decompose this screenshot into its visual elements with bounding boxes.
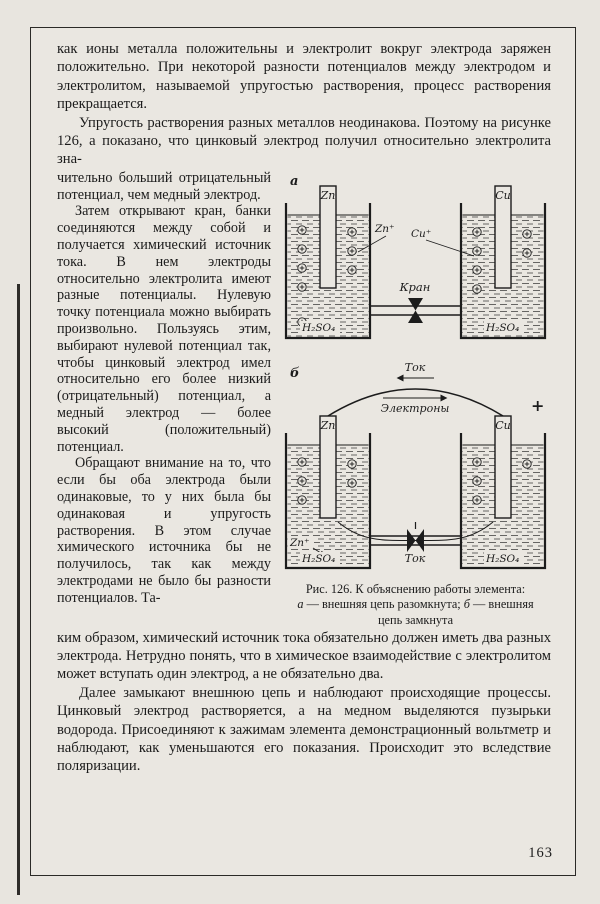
zinc-electrode-label: Zn [320, 418, 336, 432]
plus-terminal-sign: + [531, 395, 545, 415]
page-number: 163 [528, 845, 553, 861]
acid-label: H₂SO₄ [486, 321, 520, 334]
tap-valve-icon [408, 298, 423, 323]
figure-column [280, 170, 551, 629]
paragraph: Затем открывают кран, банки соединяются между собой и получается химический источник тока. В нем электроды относительно электролита имеют разные потенциалы. Нулевую точку потенциала можно выбирать произвольно. Пользуясь этим, выбирают нулевой потенциал так, чтобы цинковый электрод имел относительно его более низкий (отрицательный) потенциал, а медный электрод — более высокий (положительный) потенциал. [57, 203, 271, 455]
zinc-ion-label: Zn⁺ [375, 222, 395, 235]
figure-caption-title: Рис. 126. К объяснению работы элемента: [305, 581, 526, 596]
caption-a-text: — внешняя цепь разомкнута; [303, 597, 464, 612]
paragraph: Далее замыкают внешнюю цепь и наблюдают происходящие процессы. Цинковый электрод растворяется, а на медном выделяются пузырьки водорода. Присоединяют к зажимам элемента демонстрационный вольтметр и наблюдают, как уменьшаются его показания. Происходит это вследствие поляризации. [57, 684, 551, 775]
copper-ion-label: Cu⁺ [411, 227, 432, 240]
current-label-bottom: Ток [404, 551, 426, 565]
diagram-a [286, 174, 545, 338]
zinc-electrode-b [320, 416, 336, 518]
paragraph: Обращают внимание на то, что если бы оба электрода были одинаковые, то у них была бы одинаковая и упругость растворения. В этом случае химического источника бы не получилось, так как между электродами не было бы разности потенциалов. Та- [57, 455, 271, 606]
copper-electrode-label: Cu [495, 418, 511, 432]
zinc-electrode-label: Zn [320, 188, 336, 202]
copper-electrode-b [495, 416, 511, 518]
text-figure-section [57, 170, 551, 629]
acid-label: H₂SO₄ [486, 552, 520, 565]
book-spine-shadow [17, 284, 20, 895]
diagram-b [286, 361, 545, 568]
diagram-b-label: б [290, 365, 300, 381]
acid-label: H₂SO₄ [302, 321, 336, 334]
left-text-column [57, 170, 271, 629]
paragraph: чительно больший отрицательный потенциал, чем медный электрод. [57, 169, 271, 203]
diagram-a-label: а [290, 173, 299, 189]
paragraph: Упругость растворения разных металлов неодинакова. Поэтому на рисунке 126, а показано, что цинковый электрод получил относительно электролита зна- [57, 114, 551, 168]
page-content [57, 40, 551, 776]
zinc-electrode-a [320, 186, 336, 288]
page-border-frame [30, 27, 576, 876]
copper-electrode-label: Cu [495, 188, 511, 202]
paragraph: как ионы металла положительны и электролит вокруг электрода заряжен положительно. При некоторой разности потенциалов между электродом и электролитом, называемой упругостью растворения, процесс растворения прекращается. [57, 41, 551, 113]
tap-label: Кран [399, 279, 431, 294]
caption-a-label: а [297, 597, 304, 612]
zinc-ion-label: Zn⁺ [290, 536, 310, 549]
current-label-top: Ток [404, 360, 426, 374]
acid-label: H₂SO₄ [302, 552, 336, 565]
open-valve-icon [407, 522, 424, 552]
copper-electrode-a [495, 186, 511, 288]
figure-126-illustration [280, 170, 551, 572]
caption-b-label: б [463, 597, 470, 612]
paragraph: ким образом, химический источник тока обязательно должен иметь два разных электрода. Нетрудно понять, что в химическое взаимодействие с электролитом может вступать один электрод, а не обязательно два. [57, 629, 551, 683]
caption-b-text: — внешняя цепь замкнута [377, 597, 534, 628]
figure-caption [280, 582, 551, 629]
electrons-label: Электроны [380, 401, 450, 415]
